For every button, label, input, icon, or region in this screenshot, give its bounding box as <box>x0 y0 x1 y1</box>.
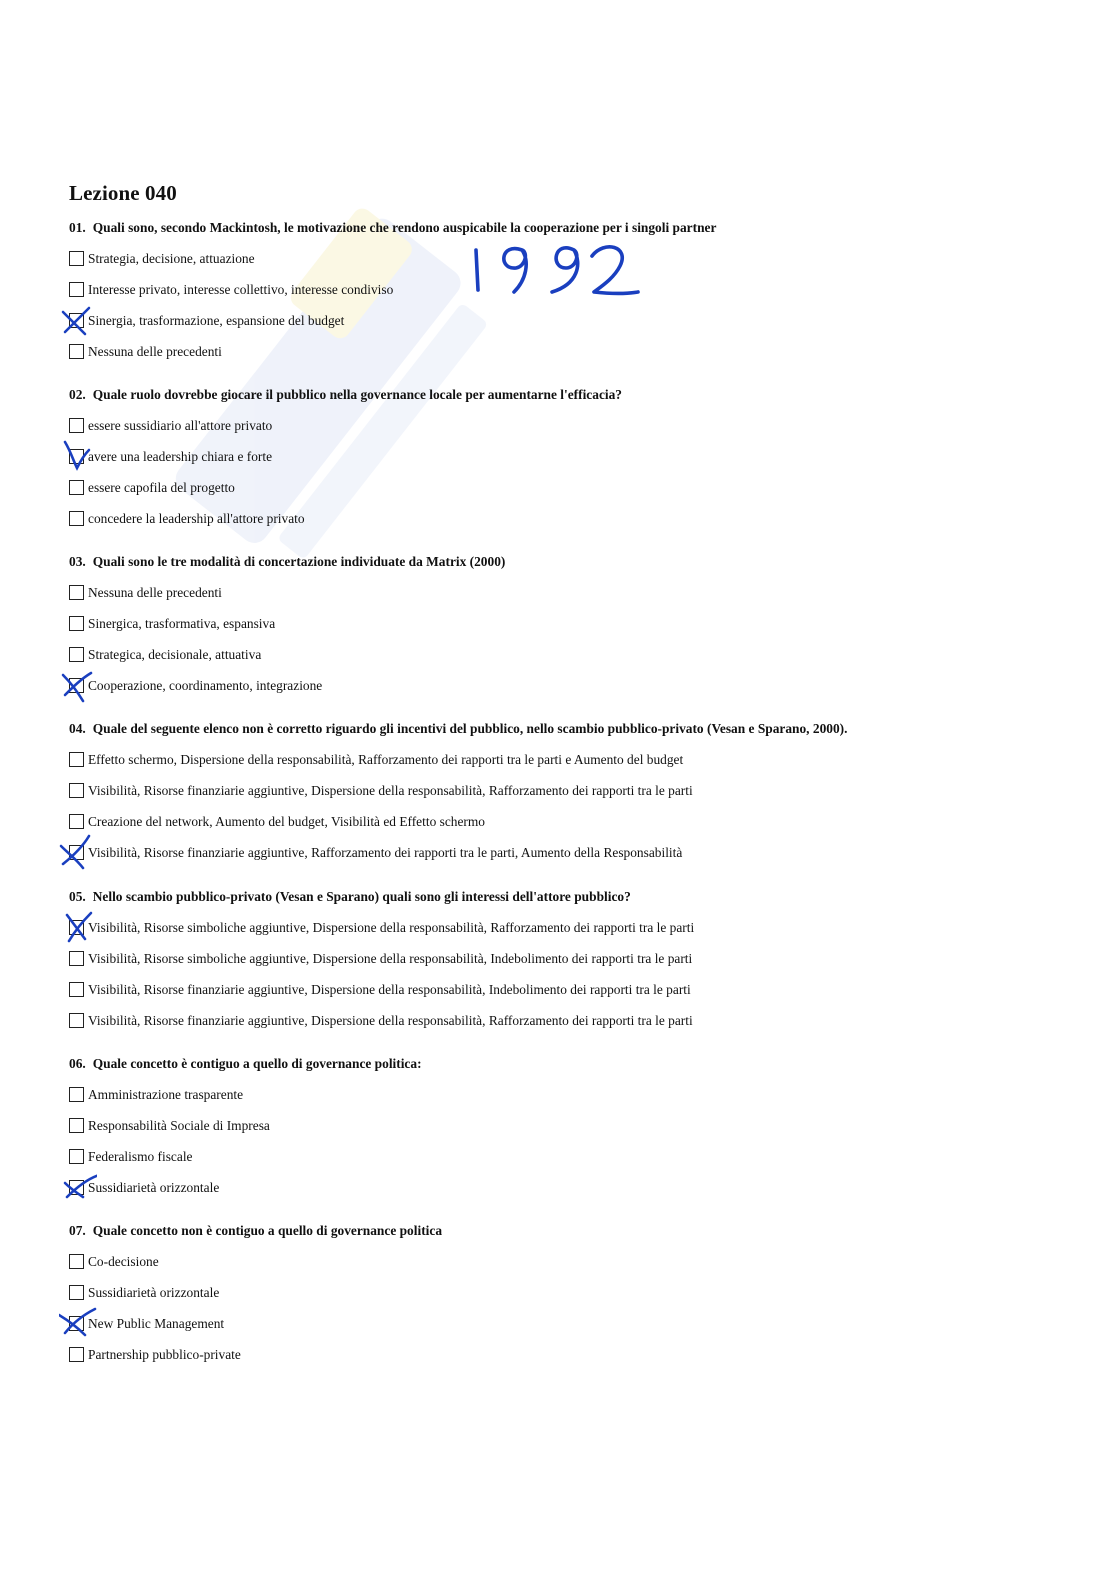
answer-label: Visibilità, Risorse simboliche aggiuntive, Dispersione della responsabilità, Indebolimento dei rapporti tra le parti <box>88 951 693 966</box>
question-04 <box>69 720 1069 861</box>
answer-label: Sinergia, trasformazione, espansione del budget <box>88 313 345 328</box>
answer-option[interactable] <box>69 343 1069 360</box>
answer-label: Amministrazione trasparente <box>88 1087 244 1102</box>
answer-checkbox-checked[interactable] <box>69 313 84 328</box>
answer-option[interactable] <box>69 1012 1069 1029</box>
question-05 <box>69 888 1069 1029</box>
answer-option[interactable] <box>69 751 1069 768</box>
answer-label: avere una leadership chiara e forte <box>88 449 273 464</box>
question-number: 05. <box>69 889 86 904</box>
answer-checkbox[interactable] <box>69 982 84 997</box>
answer-label: Strategia, decisione, attuazione <box>88 251 255 266</box>
answer-option[interactable] <box>69 417 1069 434</box>
answer-option[interactable] <box>69 615 1069 632</box>
question-number: 01. <box>69 220 86 235</box>
answer-label: Effetto schermo, Dispersione della responsabilità, Rafforzamento dei rapporti tra le parti e Aumento del budget <box>88 752 684 767</box>
answer-checkbox-checked[interactable] <box>69 678 84 693</box>
answer-label: essere capofila del progetto <box>88 480 235 495</box>
question-06 <box>69 1055 1069 1196</box>
answer-checkbox[interactable] <box>69 251 84 266</box>
answer-option[interactable] <box>69 1148 1069 1165</box>
answer-checkbox[interactable] <box>69 1087 84 1102</box>
answer-option-selected[interactable] <box>69 844 1069 861</box>
answer-label: concedere la leadership all'attore privato <box>88 511 305 526</box>
answer-checkbox[interactable] <box>69 511 84 526</box>
answer-checkbox[interactable] <box>69 783 84 798</box>
answer-label: Sinergica, trasformativa, espansiva <box>88 616 276 631</box>
answer-option[interactable] <box>69 950 1069 967</box>
answer-checkbox[interactable] <box>69 616 84 631</box>
answer-option[interactable] <box>69 1253 1069 1270</box>
answer-option[interactable] <box>69 281 1069 298</box>
answer-option-selected[interactable] <box>69 1315 1069 1332</box>
answer-label: New Public Management <box>88 1316 225 1331</box>
answer-checkbox[interactable] <box>69 951 84 966</box>
answer-option[interactable] <box>69 584 1069 601</box>
question-prompt: Quali sono, secondo Mackintosh, le motivazione che rendono auspicabile la cooperazione per i singoli partner <box>92 220 717 235</box>
answer-option[interactable] <box>69 510 1069 527</box>
answer-checkbox[interactable] <box>69 1285 84 1300</box>
answer-checkbox-checked[interactable] <box>69 845 84 860</box>
question-prompt: Quali sono le tre modalità di concertazione individuate da Matrix (2000) <box>92 554 506 569</box>
question-01 <box>69 219 1069 360</box>
answer-option-selected[interactable] <box>69 1179 1069 1196</box>
answer-label: Strategica, decisionale, attuativa <box>88 647 262 662</box>
answer-option[interactable] <box>69 250 1069 267</box>
question-number: 07. <box>69 1223 86 1238</box>
answer-checkbox-checked[interactable] <box>69 1180 84 1195</box>
answer-checkbox[interactable] <box>69 647 84 662</box>
answer-label: Co-decisione <box>88 1254 159 1269</box>
answer-label: Visibilità, Risorse simboliche aggiuntive, Dispersione della responsabilità, Rafforzamento dei rapporti tra le parti <box>88 920 695 935</box>
answer-label: Sussidiarietà orizzontale <box>88 1285 220 1300</box>
question-number: 03. <box>69 554 86 569</box>
answer-label: Nessuna delle precedenti <box>88 344 222 359</box>
question-prompt: Quale del seguente elenco non è corretto riguardo gli incentivi del pubblico, nello scambio pubblico-privato (Vesan e Sparano, 2000). <box>92 721 848 736</box>
question-07 <box>69 1222 1069 1363</box>
answer-label: Creazione del network, Aumento del budget, Visibilità ed Effetto schermo <box>88 814 485 829</box>
answer-checkbox[interactable] <box>69 480 84 495</box>
answer-option[interactable] <box>69 1284 1069 1301</box>
answer-label: Sussidiarietà orizzontale <box>88 1180 220 1195</box>
answer-checkbox[interactable] <box>69 585 84 600</box>
answer-label: Visibilità, Risorse finanziarie aggiuntive, Dispersione della responsabilità, Rafforzamento dei rapporti tra le parti <box>88 783 693 798</box>
question-text <box>69 1222 1069 1239</box>
answer-checkbox[interactable] <box>69 1118 84 1133</box>
lesson-title: Lezione 040 <box>69 181 177 205</box>
answer-checkbox[interactable] <box>69 1149 84 1164</box>
question-prompt: Quale ruolo dovrebbe giocare il pubblico nella governance locale per aumentarne l'efficacia? <box>92 387 622 402</box>
answer-checkbox[interactable] <box>69 1347 84 1362</box>
question-02 <box>69 386 1069 527</box>
answer-label: Visibilità, Risorse finanziarie aggiuntive, Dispersione della responsabilità, Rafforzamento dei rapporti tra le parti <box>88 1013 693 1028</box>
answer-label: Cooperazione, coordinamento, integrazione <box>88 678 323 693</box>
answer-checkbox[interactable] <box>69 1254 84 1269</box>
question-text <box>69 720 1069 737</box>
answer-option[interactable] <box>69 479 1069 496</box>
answer-label: essere sussidiario all'attore privato <box>88 418 273 433</box>
answer-checkbox-checked[interactable] <box>69 920 84 935</box>
answer-checkbox[interactable] <box>69 1013 84 1028</box>
answer-option[interactable] <box>69 981 1069 998</box>
question-text <box>69 888 1069 905</box>
answer-checkbox-checked[interactable] <box>69 449 84 464</box>
question-prompt: Quale concetto non è contiguo a quello di governance politica <box>92 1223 443 1238</box>
question-prompt: Nello scambio pubblico-privato (Vesan e Sparano) quali sono gli interessi dell'attore pubblico? <box>92 889 631 904</box>
question-number: 06. <box>69 1056 86 1071</box>
answer-checkbox[interactable] <box>69 418 84 433</box>
answer-checkbox[interactable] <box>69 752 84 767</box>
answer-checkbox-checked[interactable] <box>69 1316 84 1331</box>
question-text <box>69 219 1069 236</box>
answer-option-selected[interactable] <box>69 919 1069 936</box>
answer-option[interactable] <box>69 813 1069 830</box>
answer-checkbox[interactable] <box>69 814 84 829</box>
answer-label: Partnership pubblico-private <box>88 1347 241 1362</box>
question-03 <box>69 553 1069 694</box>
answer-label: Responsabilità Sociale di Impresa <box>88 1118 270 1133</box>
question-number: 04. <box>69 721 86 736</box>
question-text <box>69 1055 1069 1072</box>
question-prompt: Quale concetto è contiguo a quello di governance politica: <box>92 1056 422 1071</box>
answer-label: Nessuna delle precedenti <box>88 585 222 600</box>
question-number: 02. <box>69 387 86 402</box>
answer-option[interactable] <box>69 1117 1069 1134</box>
answer-checkbox[interactable] <box>69 344 84 359</box>
question-text <box>69 386 1069 403</box>
answer-option-selected[interactable] <box>69 448 1069 465</box>
answer-label: Interesse privato, interesse collettivo, interesse condiviso <box>88 282 394 297</box>
answer-option[interactable] <box>69 1086 1069 1103</box>
answer-option-selected[interactable] <box>69 677 1069 694</box>
answer-label: Federalismo fiscale <box>88 1149 193 1164</box>
answer-label: Visibilità, Risorse finanziarie aggiuntive, Dispersione della responsabilità, Indebolimento dei rapporti tra le parti <box>88 982 691 997</box>
question-text <box>69 553 1069 570</box>
answer-option-selected[interactable] <box>69 312 1069 329</box>
answer-option[interactable] <box>69 646 1069 663</box>
answer-option[interactable] <box>69 782 1069 799</box>
answer-label: Visibilità, Risorse finanziarie aggiuntive, Rafforzamento dei rapporti tra le parti, Aumento della Responsabilità <box>88 845 683 860</box>
answer-option[interactable] <box>69 1346 1069 1363</box>
answer-checkbox[interactable] <box>69 282 84 297</box>
